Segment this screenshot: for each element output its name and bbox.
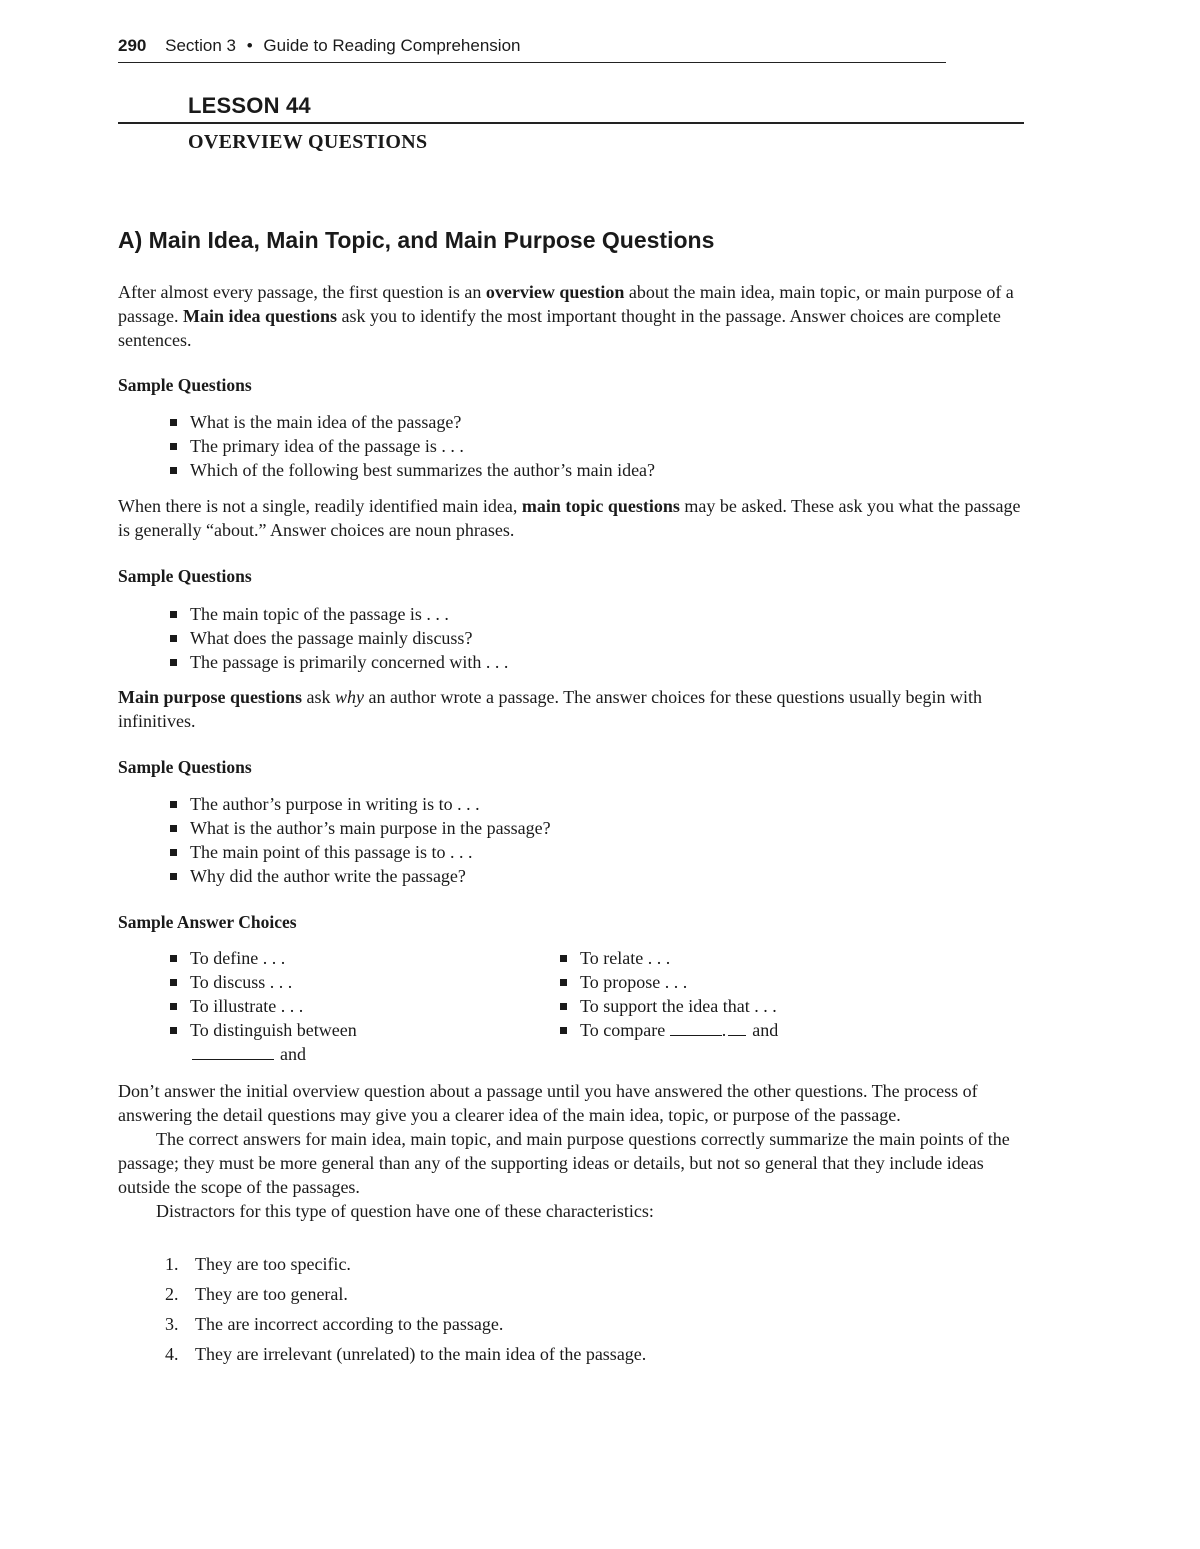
list-item: The primary idea of the passage is . . . [170, 434, 655, 458]
answer-choices-right [560, 946, 778, 1042]
section-label: Section 3 [165, 36, 236, 55]
list-item: To illustrate . . . [170, 994, 357, 1018]
list-item [165, 1339, 646, 1369]
text-run: about the main idea, main topic, or main purpose of a passage. [118, 282, 1014, 326]
sample-questions-list-3 [170, 792, 551, 888]
item-number: 4. [165, 1344, 179, 1364]
list-item: Why did the author write the passage? [170, 864, 551, 888]
text-run: an author wrote a passage. The answer choices for these questions usually begin with infinitives. [118, 687, 983, 731]
paragraph: The correct answers for main idea, main topic, and main purpose questions correctly summarize the main points of the passage; they must be more general than any of the supporting ideas or details, but not so general that they include ideas outside the scope of the passages. [118, 1129, 1010, 1197]
list-item: To define . . . [170, 946, 357, 970]
list-item [165, 1309, 646, 1339]
bullet-separator: • [246, 36, 253, 55]
lesson-title: OVERVIEW QUESTIONS [188, 131, 428, 153]
lesson-divider [118, 122, 1024, 124]
item-text: They are too general. [195, 1284, 348, 1304]
text-run: may be asked. These ask you what the passage is generally “about.” Answer choices are noun phrases. [118, 496, 1021, 540]
paragraph-overview [118, 280, 1028, 352]
list-item: The author’s purpose in writing is to . . . [170, 792, 551, 816]
list-item: To propose . . . [560, 970, 778, 994]
list-item: To distinguish between [170, 1018, 357, 1042]
text-run: and [752, 1020, 779, 1040]
text-run: and [280, 1044, 306, 1064]
term-main-topic-questions: main topic questions [521, 496, 680, 516]
answer-choice-continuation [192, 1042, 306, 1066]
term-overview-question: overview question [485, 282, 625, 302]
item-number: 3. [165, 1314, 179, 1334]
sample-questions-heading: Sample Questions [118, 375, 252, 395]
text-run: When there is not a single, readily identified main idea, [118, 496, 522, 516]
text-run: After almost every passage, the first question is an [118, 282, 486, 302]
text-run: ask you to identify the most important thought in the passage. Answer choices are complete sentences. [118, 306, 1001, 350]
section-heading: A) Main Idea, Main Topic, and Main Purpose Questions [118, 227, 715, 253]
sample-questions-list-2 [170, 602, 508, 674]
sample-answer-choices-heading: Sample Answer Choices [118, 912, 297, 932]
list-item: What is the author’s main purpose in the passage? [170, 816, 551, 840]
list-item: What does the passage mainly discuss? [170, 626, 508, 650]
closing-text [118, 1079, 1028, 1223]
answer-choices-left [170, 946, 357, 1042]
fill-in-blank [728, 1035, 746, 1036]
page-number: 290 [118, 36, 147, 55]
list-item: To support the idea that . . . [560, 994, 778, 1018]
term-main-purpose-questions: Main purpose questions [118, 687, 303, 707]
list-item: The passage is primarily concerned with . . . [170, 650, 508, 674]
paragraph-main-purpose [118, 685, 1028, 733]
distractor-list [165, 1249, 646, 1369]
item-text: The are incorrect according to the passage. [195, 1314, 504, 1334]
sample-questions-list-1 [170, 410, 655, 482]
emphasis-why: why [335, 687, 365, 707]
text-run: ask [302, 687, 336, 707]
guide-title: Guide to Reading Comprehension [263, 36, 521, 55]
paragraph: Distractors for this type of question have one of these characteristics: [156, 1201, 654, 1221]
list-item [165, 1249, 646, 1279]
list-item: Which of the following best summarizes the author’s main idea? [170, 458, 655, 482]
list-item: The main topic of the passage is . . . [170, 602, 508, 626]
paragraph: Don’t answer the initial overview question about a passage until you have answered the other questions. The process of answering the detail questions may give you a clearer idea of the main idea, topic, or purpose of the passage. [118, 1081, 978, 1125]
item-text: They are irrelevant (unrelated) to the main idea of the passage. [195, 1344, 647, 1364]
item-number: 2. [165, 1284, 179, 1304]
text-run: To compare [580, 1020, 666, 1040]
paragraph-main-topic [118, 494, 1028, 542]
fill-in-blank [670, 1035, 722, 1036]
list-item: To compare . and [560, 1018, 778, 1042]
item-text: They are too specific. [195, 1254, 351, 1274]
list-item: To discuss . . . [170, 970, 357, 994]
lesson-number: LESSON 44 [188, 93, 311, 118]
sample-questions-heading: Sample Questions [118, 566, 252, 586]
list-item: The main point of this passage is to . . . [170, 840, 551, 864]
item-number: 1. [165, 1254, 179, 1274]
list-item: What is the main idea of the passage? [170, 410, 655, 434]
sample-questions-heading: Sample Questions [118, 757, 252, 777]
list-item: To relate . . . [560, 946, 778, 970]
fill-in-blank [192, 1059, 274, 1060]
running-header [118, 36, 946, 63]
term-main-idea-questions: Main idea questions [182, 306, 338, 326]
list-item [165, 1279, 646, 1309]
